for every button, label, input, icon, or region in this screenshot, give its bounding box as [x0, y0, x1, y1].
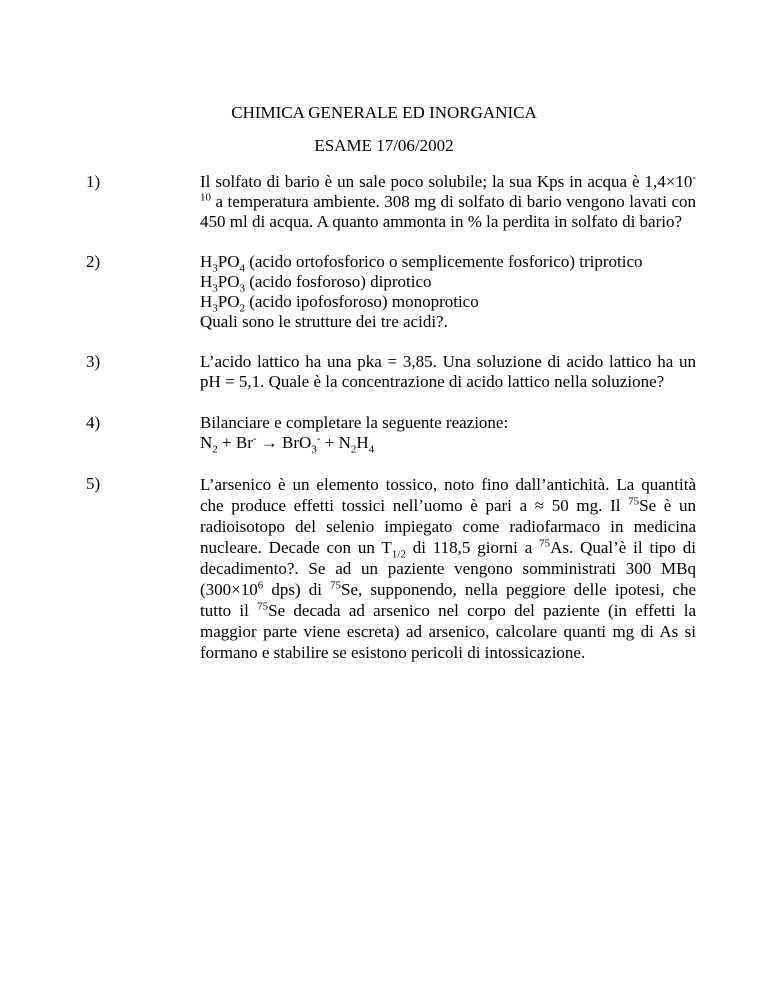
course-title: CHIMICA GENERALE ED INORGANICA: [231, 103, 537, 122]
acid-line: $H_3PO_2$ (acido ipofosforoso) monoprotico: [200, 292, 479, 315]
question-text: [200, 413, 696, 456]
question-number: 2): [86, 252, 101, 271]
question-number: 4): [86, 413, 101, 432]
question-text: [200, 252, 696, 332]
question-number: 5): [86, 474, 101, 493]
reaction-equation: $N_2 + Br^- \to BrO_3^- + N_2H_4$: [200, 432, 375, 456]
exam-date: ESAME 17/06/2002: [314, 136, 454, 155]
question-number: 3): [86, 352, 101, 371]
question-text: L’arsenico è un elemento tossico, noto fino dall’antichità. La quantità che produce effetti tossici nell’uomo è pari a ≈ 50 mg. Il $^{75}$Se è un radioisotopo del selenio impiegato come radiofarmaco in medicina nucleare. Decade con un $T_{1/2}$ di 118,5 giorni a $^{75}$As. Qual’è il tipo di decadimento?. Se ad un paziente vengono somministrati 300 MBq ($300\times 10^6$ dps) di $^{75}$Se, supponendo, nella peggiore delle ipotesi, che tutto il $^{75}$Se decada ad arsenico nel corpo del paziente (in effetti la maggior parte viene escreta) ad arsenico, calcolare quanti mg di As si formano e stabilire se esistono pericoli di intossicazione.: [200, 475, 697, 662]
question-text: L’acido lattico ha una pka = 3,85. Una soluzione di acido lattico ha un pH = 5,1. Quale è la concentrazione di acido lattico nella soluzione?: [200, 352, 696, 391]
acid-line: $H_3PO_4$ (acido ortofosforico o semplicemente fosforico) triprotico: [200, 252, 643, 275]
question-prompt: Quali sono le strutture dei tre acidi?.: [200, 312, 448, 331]
acid-line: $H_3PO_3$ (acido fosforoso) diprotico: [200, 272, 432, 295]
question-prompt: Bilanciare e completare la seguente reazione:: [200, 413, 509, 432]
question-text: Il solfato di bario è un sale poco solubile; la sua Kps in acqua è $1,4\times 10^{-10}$ a temperatura ambiente. 308 mg di solfato di bario vengono lavati con 450 ml di acqua. A quanto ammonta in % la perdita in solfato di bario?: [200, 171, 696, 231]
question-number: 1): [86, 172, 101, 191]
